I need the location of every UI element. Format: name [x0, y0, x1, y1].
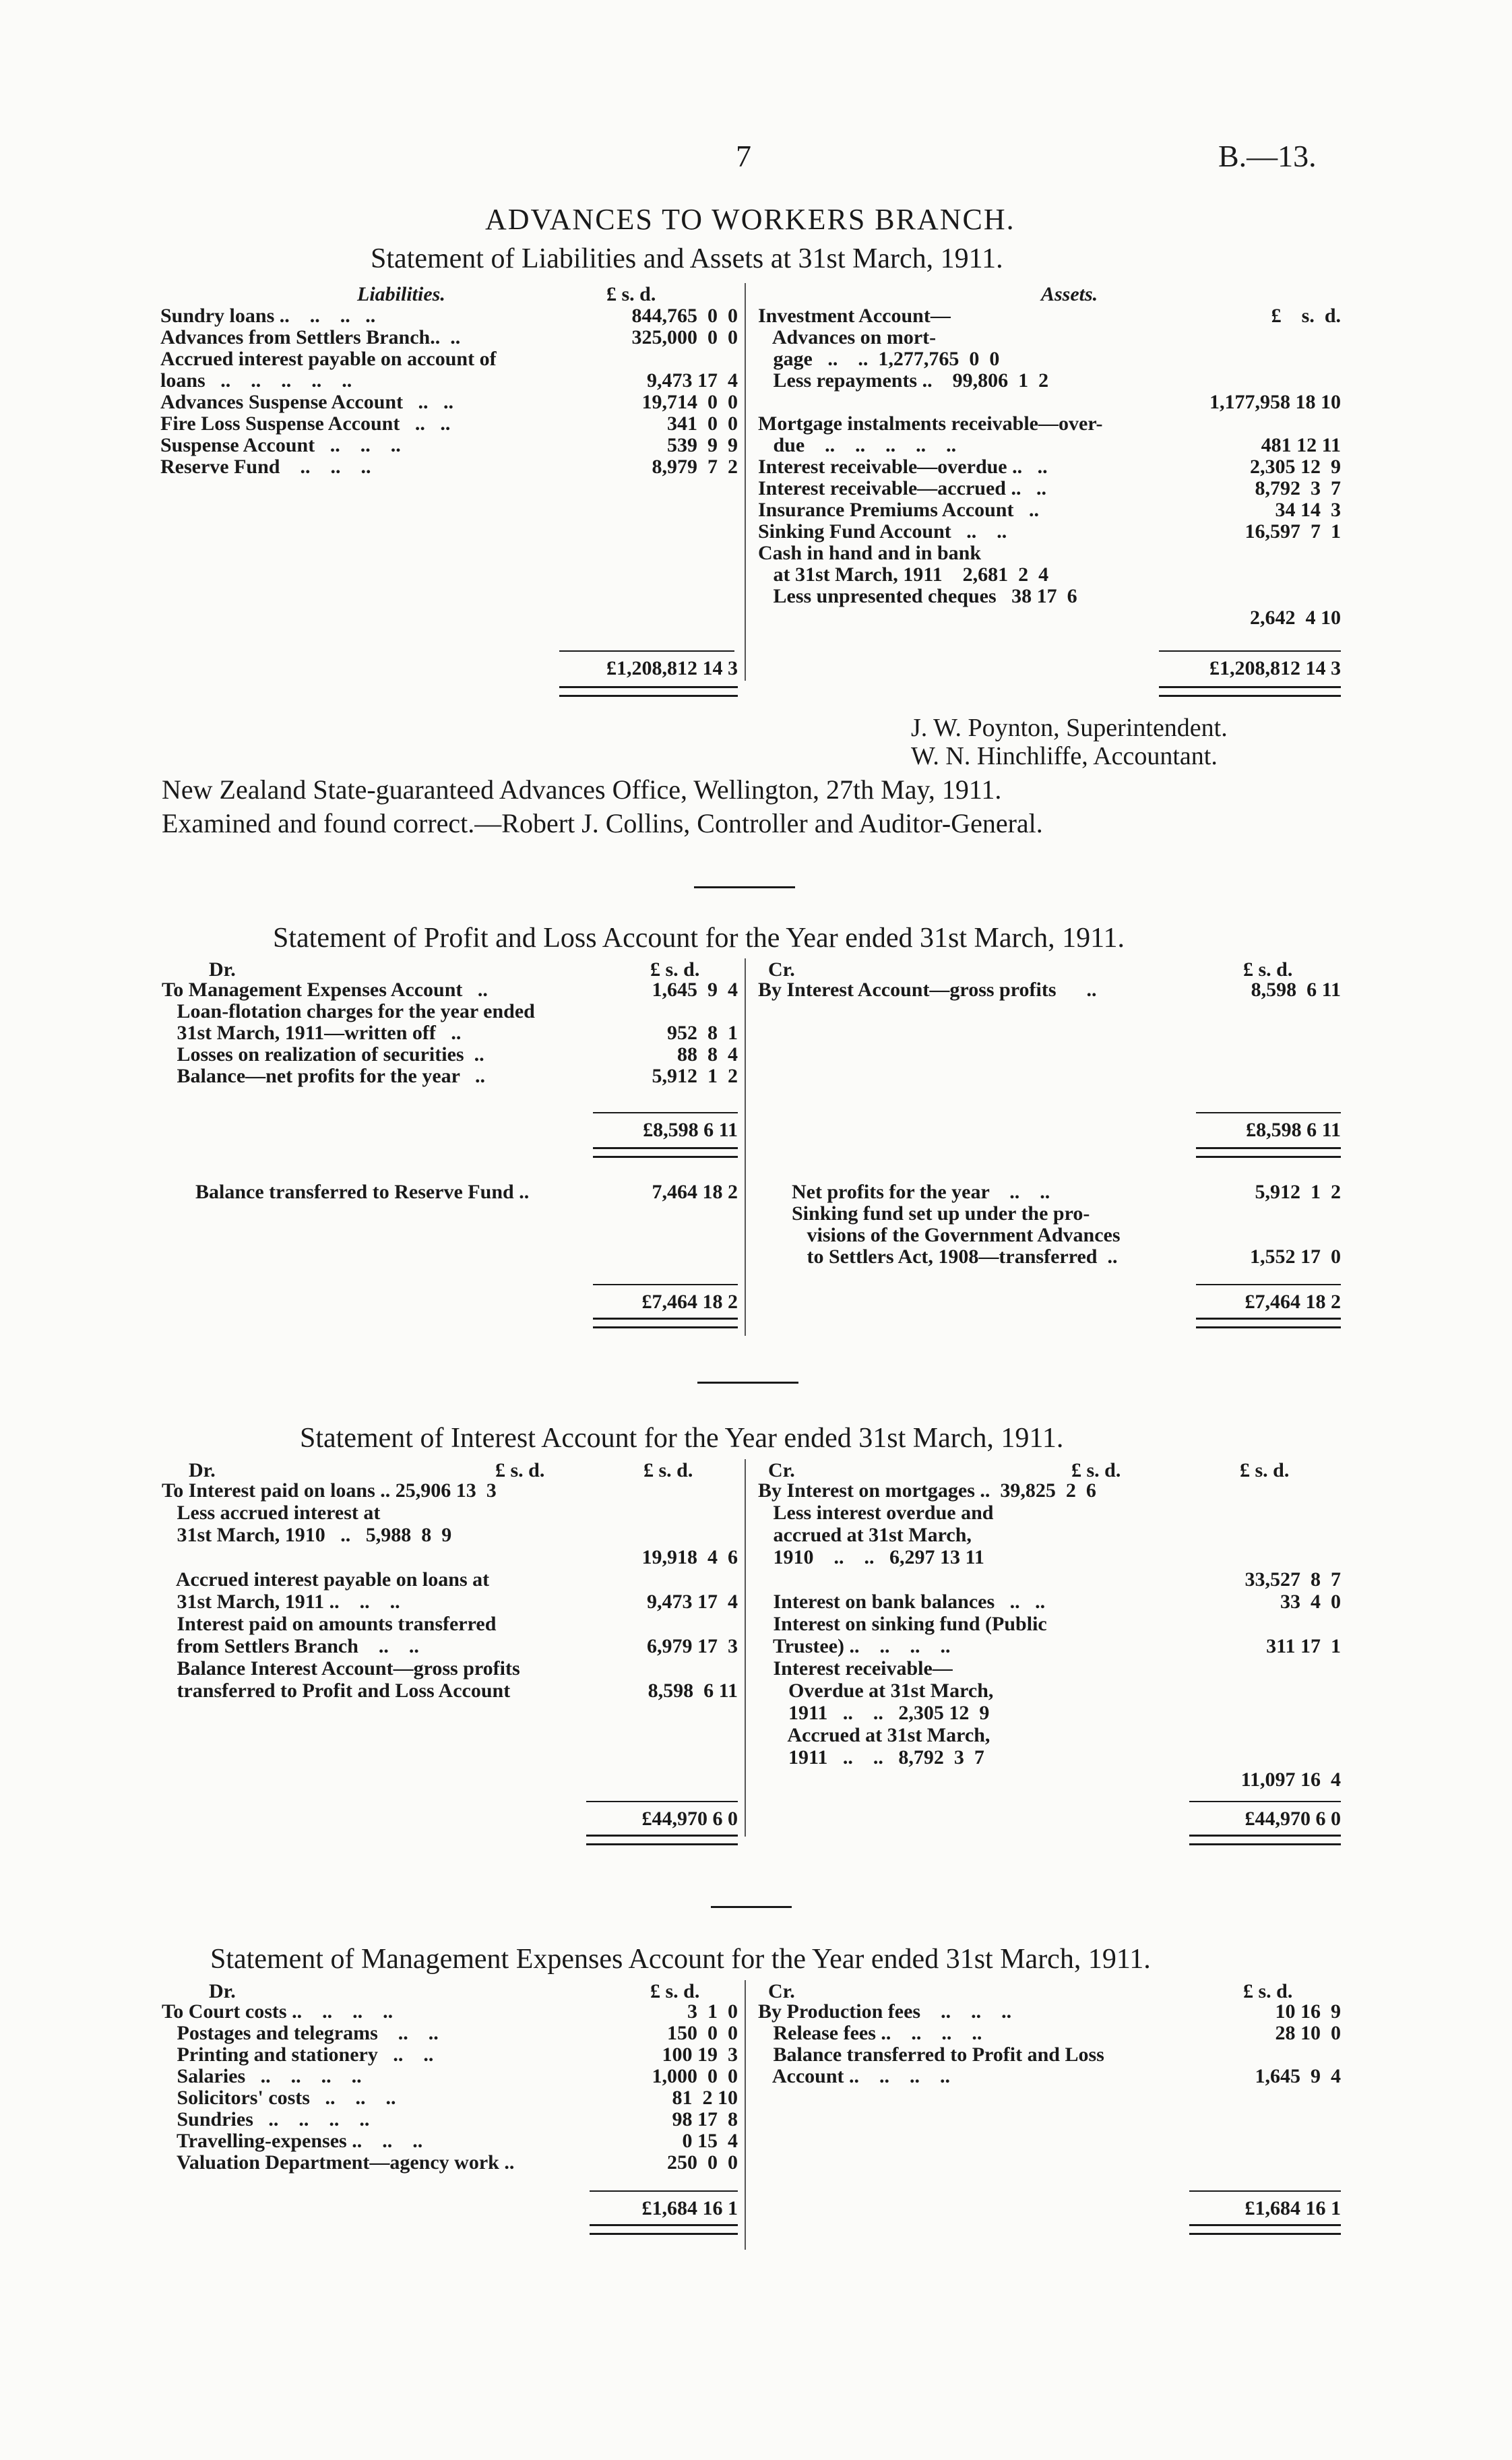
interest-debit-row-amount: 19,918 4 6: [641, 1546, 738, 1568]
pl-credit-row-amount: 8,598 6 11: [1251, 979, 1341, 1001]
statement4-cr: Cr.: [768, 1980, 795, 2002]
interest-credit-row-label: 1911 .. .. 8,792 3 7: [758, 1746, 984, 1769]
statement4-total-dr: £1,684 16 1: [641, 2197, 738, 2219]
statement2-cr-col-head: £ s. d.: [1243, 958, 1293, 981]
interest-credit-row-label: Accrued at 31st March,: [758, 1724, 990, 1746]
pl-credit2-row-amount: 5,912 1 2: [1255, 1181, 1341, 1203]
paper-reference: B.—13.: [1218, 139, 1317, 173]
asset-row-amount: 1,177,958 18 10: [1209, 391, 1341, 413]
section-separator-3: [711, 1906, 792, 1908]
interest-debit-row-amount: 8,598 6 11: [648, 1680, 738, 1702]
mgmt-debit-row-label: Valuation Department—agency work ..: [162, 2151, 515, 2174]
balance-reserve-fund-amount: 7,464 18 2: [652, 1181, 738, 1203]
pl-credit-row-label: By Interest Account—gross profits ..: [758, 979, 1097, 1001]
mgmt-debit-row-amount: 150 0 0: [667, 2022, 738, 2044]
statement2-divider: [745, 958, 746, 1336]
interest-debit-row-label: Accrued interest payable on loans at: [162, 1568, 490, 1591]
interest-debit-row-label: from Settlers Branch .. ..: [162, 1635, 419, 1657]
statement2-title: Statement of Profit and Loss Account for the Year ended 31st March, 1911.: [273, 923, 1125, 954]
s2-total2-cr-double-rule: [1196, 1318, 1341, 1328]
liability-row-amount: 341 0 0: [667, 412, 738, 435]
interest-debit-row-label: To Interest paid on loans .. 25,906 13 3: [162, 1479, 497, 1502]
asset-row-label: at 31st March, 1911 2,681 2 4: [758, 563, 1049, 586]
statement3-dr: Dr.: [189, 1459, 216, 1481]
liabilities-total: £1,208,812 14 3: [606, 657, 738, 679]
s2-total2-cr-rule: [1196, 1284, 1341, 1285]
asset-row-label: Sinking Fund Account .. ..: [758, 520, 1007, 543]
asset-row-label: Interest receivable—overdue .. ..: [758, 456, 1048, 478]
pl-debit-row-amount: 5,912 1 2: [652, 1065, 738, 1087]
pl-debit-row-label: Losses on realization of securities ..: [162, 1043, 484, 1066]
interest-debit-row-label: 31st March, 1911 .. .. ..: [162, 1591, 400, 1613]
mgmt-credit-row-amount: 10 16 9: [1275, 2000, 1341, 2023]
liability-row-label: Fire Loss Suspense Account .. ..: [160, 412, 451, 435]
statement3-dr-inner-head: £ s. d.: [495, 1459, 545, 1481]
asset-row-label: Interest receivable—accrued .. ..: [758, 477, 1046, 499]
pl-debit-row-amount: 952 8 1: [667, 1022, 738, 1044]
s2-total1-cr-double-rule: [1196, 1147, 1341, 1158]
statement2-total1-dr: £8,598 6 11: [643, 1119, 738, 1141]
asset-row-label: Less unpresented cheques 38 17 6: [758, 585, 1077, 607]
statement4-cr-col-head: £ s. d.: [1243, 1980, 1293, 2002]
liab-total-double-rule: [559, 686, 738, 697]
mgmt-credit-row-label: Account .. .. .. ..: [758, 2065, 950, 2087]
mgmt-credit-row-amount: 1,645 9 4: [1255, 2065, 1341, 2087]
interest-credit-row-amount: 33 4 0: [1280, 1591, 1341, 1613]
asset-row-amount: 2,305 12 9: [1250, 456, 1341, 478]
s2-total1-rule: [593, 1112, 738, 1113]
branch-title: ADVANCES TO WORKERS BRANCH.: [485, 203, 1015, 236]
pl-debit-row-label: Balance—net profits for the year ..: [162, 1065, 485, 1087]
s4-total-dr-double-rule: [590, 2224, 738, 2235]
statement2-dr: Dr.: [209, 958, 236, 981]
statement4-dr: Dr.: [209, 1980, 236, 2002]
interest-credit-row-label: Interest on bank balances .. ..: [758, 1591, 1046, 1613]
assets-total-rule: [1159, 650, 1341, 652]
pl-debit-row-amount: 1,645 9 4: [652, 979, 738, 1001]
interest-debit-row-amount: 6,979 17 3: [647, 1635, 738, 1657]
statement3-divider: [745, 1459, 746, 1837]
liability-row-label: loans .. .. .. .. ..: [160, 369, 352, 392]
section-separator-1: [694, 886, 795, 888]
liability-row-amount: 325,000 0 0: [631, 326, 738, 348]
interest-credit-row-label: Interest on sinking fund (Public: [758, 1613, 1047, 1635]
liabilities-heading: Liabilities.: [357, 283, 445, 305]
statement1-title: Statement of Liabilities and Assets at 31st March, 1911.: [371, 243, 1003, 274]
s3-total-dr-double-rule: [586, 1835, 738, 1845]
asset-row-amount: 2,642 4 10: [1250, 607, 1341, 629]
mgmt-credit-row-label: Balance transferred to Profit and Loss: [758, 2043, 1104, 2066]
statement1-divider: [745, 283, 746, 681]
interest-debit-row-amount: 9,473 17 4: [647, 1591, 738, 1613]
mgmt-credit-row-label: By Production fees .. .. ..: [758, 2000, 1012, 2023]
asset-row-amount: 16,597 7 1: [1245, 520, 1341, 543]
interest-credit-row-amount: 33,527 8 7: [1245, 1568, 1341, 1591]
liability-row-amount: 539 9 9: [667, 434, 738, 456]
mgmt-debit-row-label: Travelling-expenses .. .. ..: [162, 2130, 423, 2152]
interest-debit-row-label: Less accrued interest at: [162, 1502, 381, 1524]
assets-total: £1,208,812 14 3: [1209, 657, 1341, 679]
liability-row-label: Advances Suspense Account .. ..: [160, 391, 454, 413]
interest-debit-row-label: 31st March, 1910 .. 5,988 8 9: [162, 1524, 452, 1546]
asset-row-label: Insurance Premiums Account ..: [758, 499, 1039, 521]
office-note: New Zealand State-guaranteed Advances Office, Wellington, 27th May, 1911.: [162, 774, 1002, 805]
liabilities-column-head: £ s. d.: [606, 283, 656, 305]
interest-credit-row-amount: 11,097 16 4: [1240, 1769, 1341, 1791]
liability-row-amount: 19,714 0 0: [641, 391, 738, 413]
statement4-title: Statement of Management Expenses Account for the Year ended 31st March, 1911.: [210, 1944, 1151, 1975]
mgmt-debit-row-amount: 100 19 3: [662, 2043, 738, 2066]
interest-debit-row-label: Interest paid on amounts transferred: [162, 1613, 497, 1635]
interest-credit-row-amount: 311 17 1: [1266, 1635, 1341, 1657]
statement3-cr: Cr.: [768, 1459, 795, 1481]
interest-credit-row-label: Less interest overdue and: [758, 1502, 994, 1524]
s3-total-cr-rule: [1189, 1801, 1341, 1802]
statement4-dr-col-head: £ s. d.: [650, 1980, 700, 2002]
liability-row-amount: 844,765 0 0: [631, 305, 738, 327]
liability-row-label: Suspense Account .. .. ..: [160, 434, 401, 456]
mgmt-debit-row-label: Solicitors' costs .. .. ..: [162, 2087, 396, 2109]
mgmt-credit-row-amount: 28 10 0: [1275, 2022, 1341, 2044]
mgmt-debit-row-amount: 250 0 0: [667, 2151, 738, 2174]
statement3-title: Statement of Interest Account for the Year ended 31st March, 1911.: [300, 1423, 1064, 1454]
pl-credit2-row-label: Net profits for the year .. ..: [792, 1181, 1050, 1203]
liab-total-rule: [559, 650, 734, 652]
statement2-total2-dr: £7,464 18 2: [641, 1291, 738, 1313]
mgmt-credit-row-label: Release fees .. .. .. ..: [758, 2022, 982, 2044]
statement3-dr-col-head: £ s. d.: [643, 1459, 693, 1481]
mgmt-debit-row-amount: 81 2 10: [672, 2087, 738, 2109]
audit-note: Examined and found correct.—Robert J. Collins, Controller and Auditor-General.: [162, 808, 1043, 838]
mgmt-debit-row-label: To Court costs .. .. .. ..: [162, 2000, 393, 2023]
pl-credit2-row-amount: 1,552 17 0: [1250, 1246, 1341, 1268]
pl-debit-row-label: To Management Expenses Account ..: [162, 979, 488, 1001]
assets-total-double-rule: [1159, 686, 1341, 697]
asset-row-label: Less repayments .. 99,806 1 2: [758, 369, 1049, 392]
s2-total2-rule: [593, 1284, 738, 1285]
pl-credit2-row-label: to Settlers Act, 1908—transferred ..: [792, 1246, 1118, 1268]
asset-row-label: Advances on mort-: [758, 326, 937, 348]
balance-reserve-fund-label: Balance transferred to Reserve Fund ..: [195, 1181, 530, 1203]
asset-row-amount: 481 12 11: [1261, 434, 1341, 456]
asset-row-amount: 8,792 3 7: [1255, 477, 1341, 499]
liability-row-label: Reserve Fund .. .. ..: [160, 456, 371, 478]
asset-row-label: gage .. .. 1,277,765 0 0: [758, 348, 1000, 370]
interest-credit-row-label: By Interest on mortgages .. 39,825 2 6: [758, 1479, 1096, 1502]
s2-total1-double-rule: [593, 1147, 738, 1158]
mgmt-debit-row-label: Printing and stationery .. ..: [162, 2043, 434, 2066]
mgmt-debit-row-amount: 0 15 4: [682, 2130, 738, 2152]
asset-row-amount: 34 14 3: [1275, 499, 1341, 521]
page-number: 7: [736, 139, 751, 173]
s2-total1-cr-rule: [1196, 1112, 1341, 1113]
asset-row-label: Mortgage instalments receivable—over-: [758, 412, 1103, 435]
s4-total-cr-rule: [1189, 2190, 1341, 2192]
pl-credit2-row-label: Sinking fund set up under the pro-: [792, 1202, 1090, 1225]
asset-row-label: Cash in hand and in bank: [758, 542, 982, 564]
s4-total-cr-double-rule: [1189, 2224, 1341, 2235]
interest-credit-row-label: 1911 .. .. 2,305 12 9: [758, 1702, 990, 1724]
pl-debit-row-label: 31st March, 1911—written off ..: [162, 1022, 462, 1044]
mgmt-debit-row-amount: 1,000 0 0: [652, 2065, 738, 2087]
s4-total-dr-rule: [590, 2190, 738, 2192]
interest-credit-row-label: Trustee) .. .. .. ..: [758, 1635, 951, 1657]
mgmt-debit-row-label: Salaries .. .. .. ..: [162, 2065, 362, 2087]
interest-debit-row-label: Balance Interest Account—gross profits: [162, 1657, 520, 1680]
asset-row-label: due .. .. .. .. ..: [758, 434, 957, 456]
statement3-cr-col-head: £ s. d.: [1240, 1459, 1290, 1481]
liability-row-amount: 8,979 7 2: [652, 456, 738, 478]
pl-debit-row-amount: 88 8 4: [677, 1043, 738, 1066]
statement2-cr: Cr.: [768, 958, 795, 981]
asset-row-amount: £ s. d.: [1271, 305, 1341, 327]
signature-accountant: W. N. Hinchliffe, Accountant.: [911, 742, 1218, 770]
interest-credit-row-label: accrued at 31st March,: [758, 1524, 972, 1546]
statement2-total1-cr: £8,598 6 11: [1246, 1119, 1341, 1141]
s3-total-cr-double-rule: [1189, 1835, 1341, 1845]
interest-credit-row-label: Interest receivable—: [758, 1657, 953, 1680]
interest-credit-row-label: 1910 .. .. 6,297 13 11: [758, 1546, 984, 1568]
interest-credit-row-label: Overdue at 31st March,: [758, 1680, 994, 1702]
liability-row-amount: 9,473 17 4: [647, 369, 738, 392]
mgmt-debit-row-label: Postages and telegrams .. ..: [162, 2022, 439, 2044]
statement3-total-dr: £44,970 6 0: [641, 1808, 738, 1830]
statement4-divider: [745, 1980, 746, 2250]
statement2-total2-cr: £7,464 18 2: [1245, 1291, 1341, 1313]
signature-superintendent: J. W. Poynton, Superintendent.: [911, 714, 1228, 742]
mgmt-debit-row-amount: 3 1 0: [687, 2000, 738, 2023]
interest-debit-row-label: transferred to Profit and Loss Account: [162, 1680, 511, 1702]
liability-row-label: Advances from Settlers Branch.. ..: [160, 326, 461, 348]
mgmt-debit-row-label: Sundries .. .. .. ..: [162, 2108, 370, 2130]
s2-total2-double-rule: [593, 1318, 738, 1328]
pl-debit-row-label: Loan-flotation charges for the year ended: [162, 1000, 535, 1022]
statement3-total-cr: £44,970 6 0: [1245, 1808, 1341, 1830]
s3-total-dr-rule: [586, 1801, 738, 1802]
pl-credit2-row-label: visions of the Government Advances: [792, 1224, 1121, 1246]
asset-row-label: Investment Account—: [758, 305, 951, 327]
liability-row-label: Sundry loans .. .. .. ..: [160, 305, 376, 327]
mgmt-debit-row-amount: 98 17 8: [672, 2108, 738, 2130]
assets-heading: Assets.: [1041, 283, 1098, 305]
statement3-cr-inner-head: £ s. d.: [1071, 1459, 1121, 1481]
liability-row-label: Accrued interest payable on account of: [160, 348, 497, 370]
section-separator-2: [697, 1382, 798, 1384]
statement2-dr-col-head: £ s. d.: [650, 958, 700, 981]
statement4-total-cr: £1,684 16 1: [1245, 2197, 1341, 2219]
